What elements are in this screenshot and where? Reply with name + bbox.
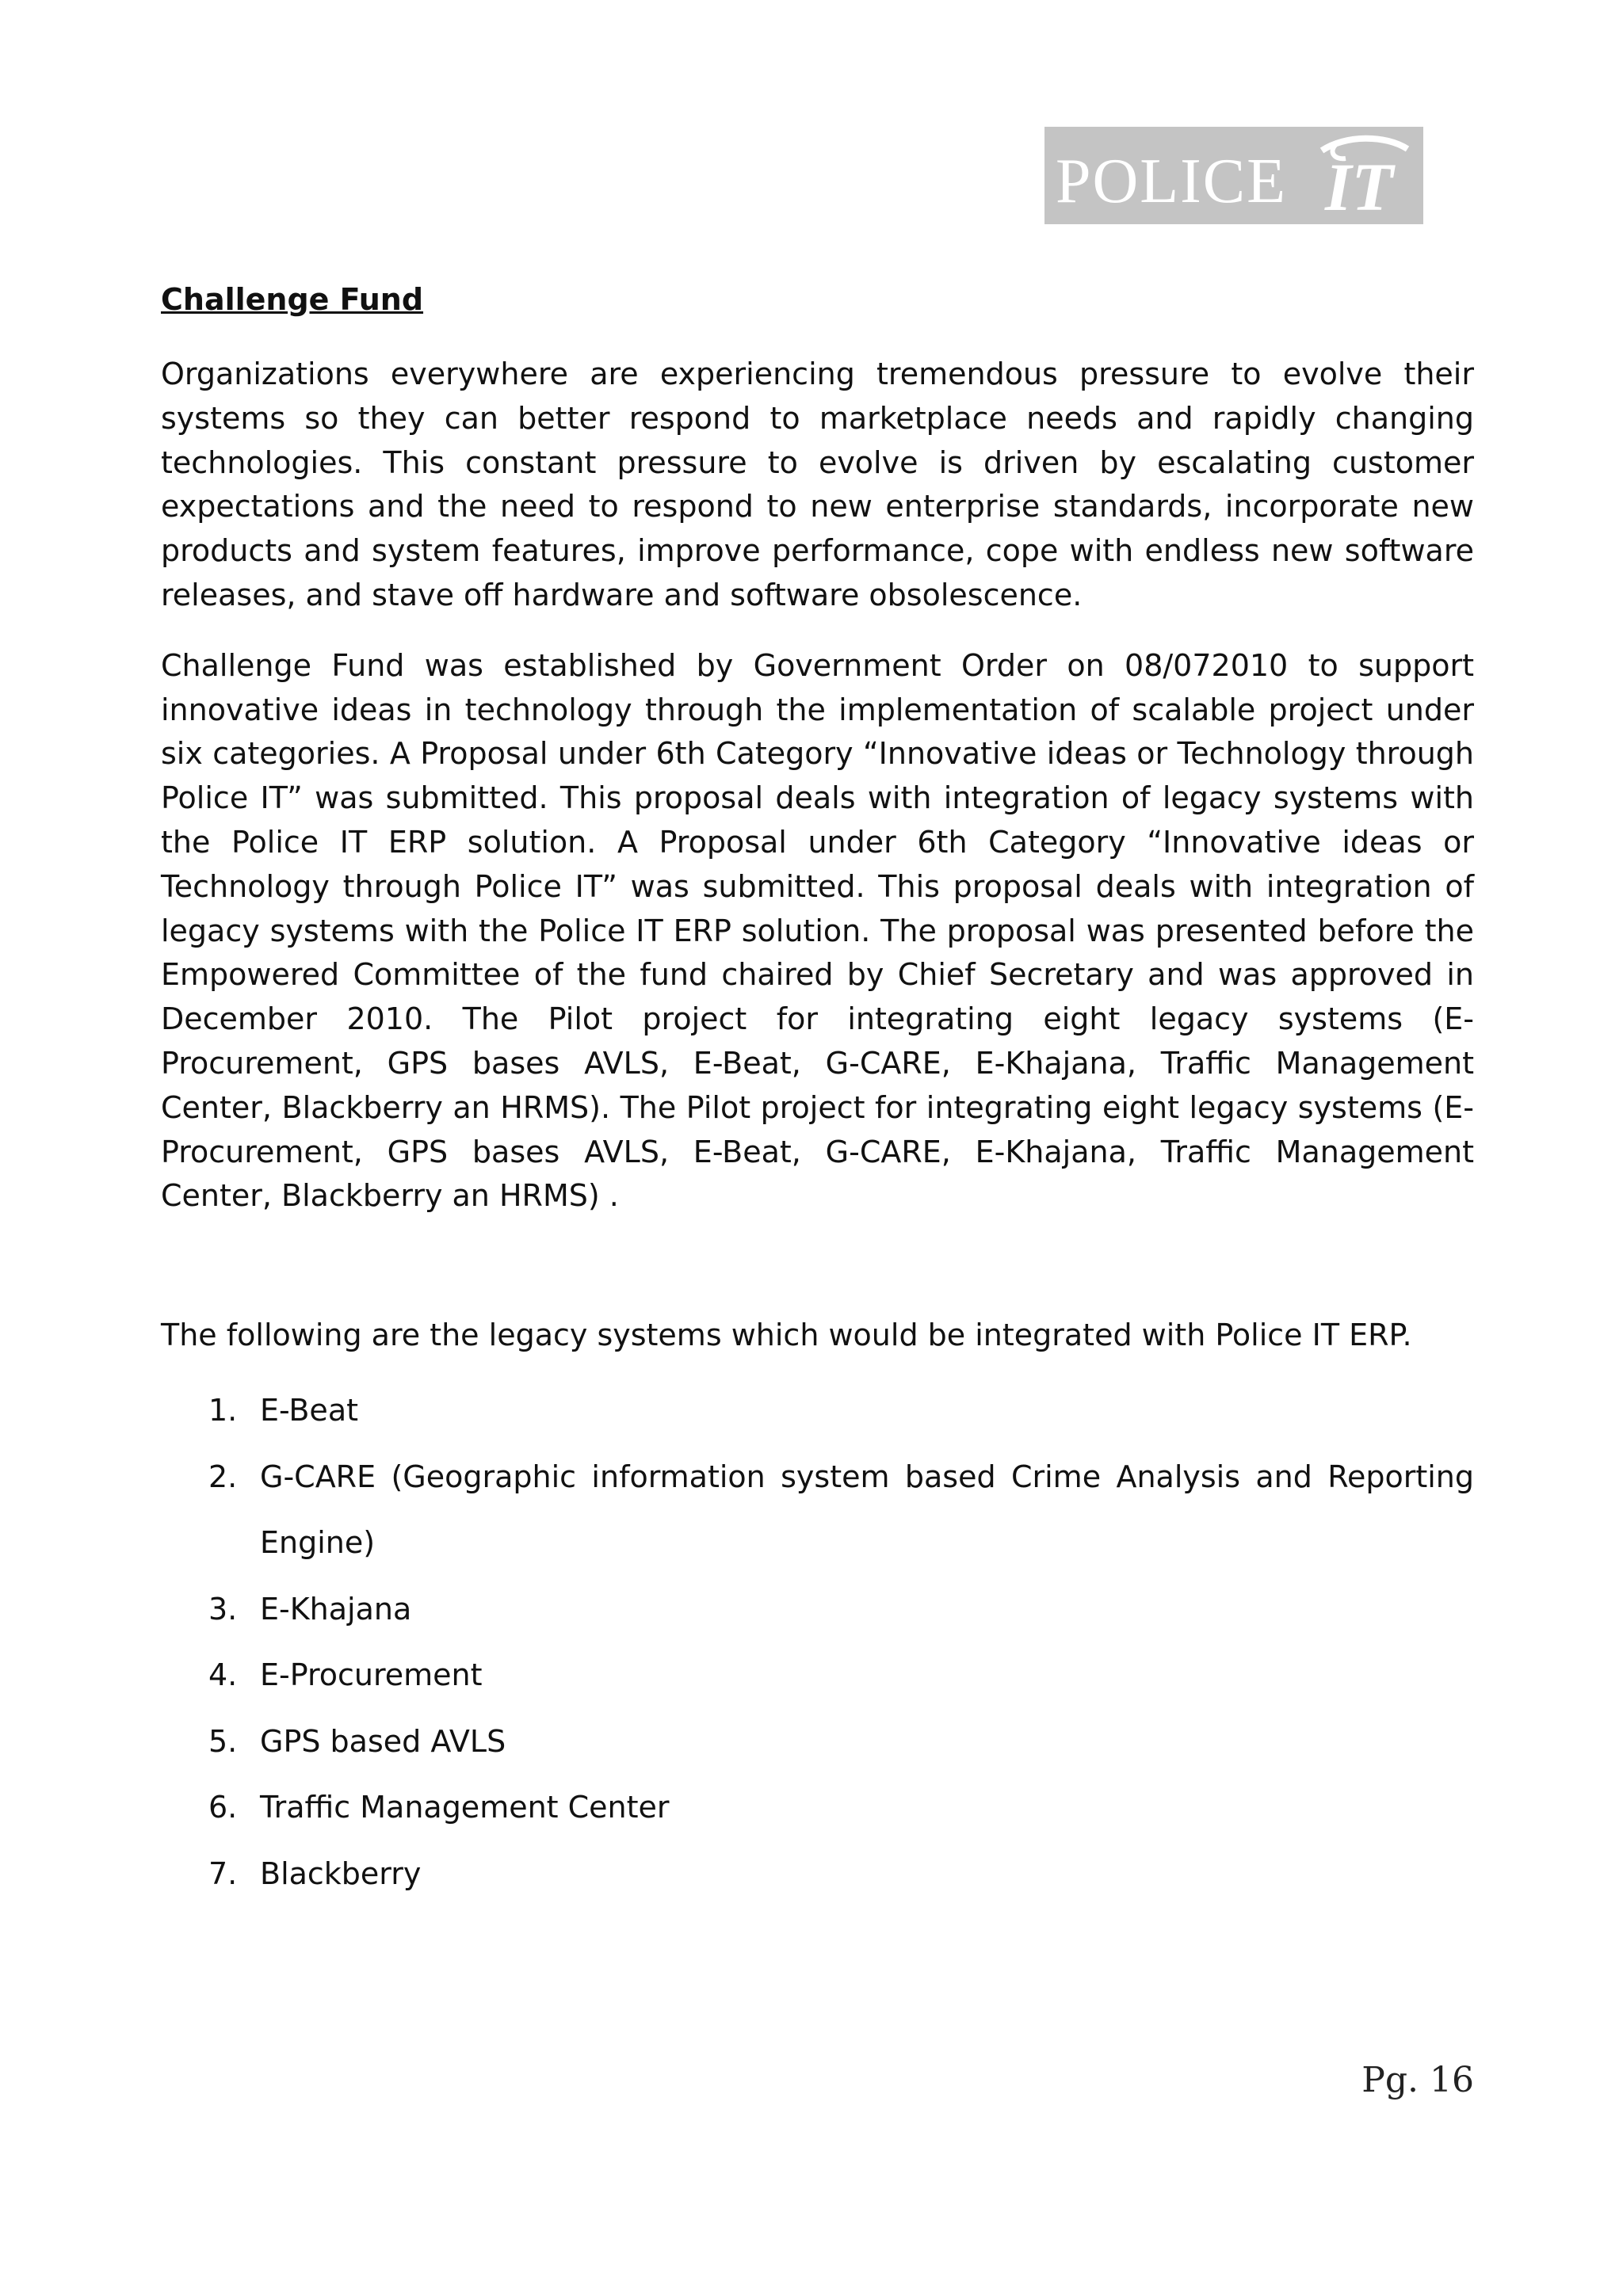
list-item: [161, 1444, 1474, 1577]
legacy-systems-list: [161, 1378, 1474, 1907]
logo-text: POLICE: [1056, 147, 1287, 216]
list-item-text: E-Beat: [260, 1393, 359, 1428]
list-item-text: E-Khajana: [260, 1591, 412, 1627]
document-body: [161, 273, 1474, 1907]
list-item: [161, 1642, 1474, 1709]
police-it-logo: [1044, 127, 1423, 224]
logo-mark-text: IT: [1325, 149, 1393, 224]
list-item-text: Blackberry: [260, 1855, 422, 1891]
list-item: [161, 1577, 1474, 1643]
list-item-number: 4.: [208, 1657, 238, 1693]
section-heading: Challenge Fund: [161, 282, 424, 317]
list-item-text: Traffic Management Center: [260, 1790, 670, 1825]
list-item-number: 1.: [208, 1393, 238, 1428]
paragraph-organizations: Organizations everywhere are experiencing tremendous pressure to evolve their systems so they can better respond to marketplace needs and rapidly changing technologies. This constant pressure to evolve is driven by escalating customer expectations and the need to respond to new enterprise standards, incorporate new products and system features, improve performance, cope with endless new software releases, and stave off hardware and software obsolescence.: [161, 357, 1474, 612]
list-item: [161, 1709, 1474, 1775]
paragraph-challenge-fund: Challenge Fund was established by Government Order on 08/072010 to support innovative ideas in technology through the implementation of scalable project under six categories. A Proposal under 6th Category “Innovative ideas or Technology through Police IT” was submitted. This proposal deals with integration of legacy systems with the Police IT ERP solution. A Proposal under 6th Category “Innovative ideas or Technology through Police IT” was submitted. This proposal deals with integration of legacy systems with the Police IT ERP solution. The proposal was presented before the Empowered Committee of the fund chaired by Chief Secretary and was approved in December 2010. The Pilot project for integrating eight legacy systems (E-Procurement, GPS bases AVLS, E-Beat, G-CARE, E-Khajana, Traffic Management Center, Blackberry an HRMS). The Pilot project for integrating eight legacy systems (E-Procurement, GPS bases AVLS, E-Beat, G-CARE, E-Khajana, Traffic Management Center, Blackberry an HRMS) .: [161, 647, 1474, 1214]
list-item-text: E-Procurement: [260, 1657, 483, 1693]
list-item-text: GPS based AVLS: [260, 1723, 506, 1759]
list-item-number: 6.: [208, 1790, 238, 1825]
list-item-text: G-CARE (Geographic information system based Crime Analysis and Reporting Engine): [260, 1459, 1474, 1561]
list-item: [161, 1378, 1474, 1444]
list-intro: The following are the legacy systems which would be integrated with Police IT ERP.: [161, 1318, 1412, 1353]
list-item-number: 5.: [208, 1723, 238, 1759]
list-item: [161, 1775, 1474, 1841]
list-item-number: 2.: [208, 1459, 238, 1494]
page-number: Pg. 16: [1361, 2060, 1474, 2100]
list-item-number: 7.: [208, 1855, 238, 1891]
list-item-number: 3.: [208, 1591, 238, 1627]
list-item: [161, 1841, 1474, 1908]
